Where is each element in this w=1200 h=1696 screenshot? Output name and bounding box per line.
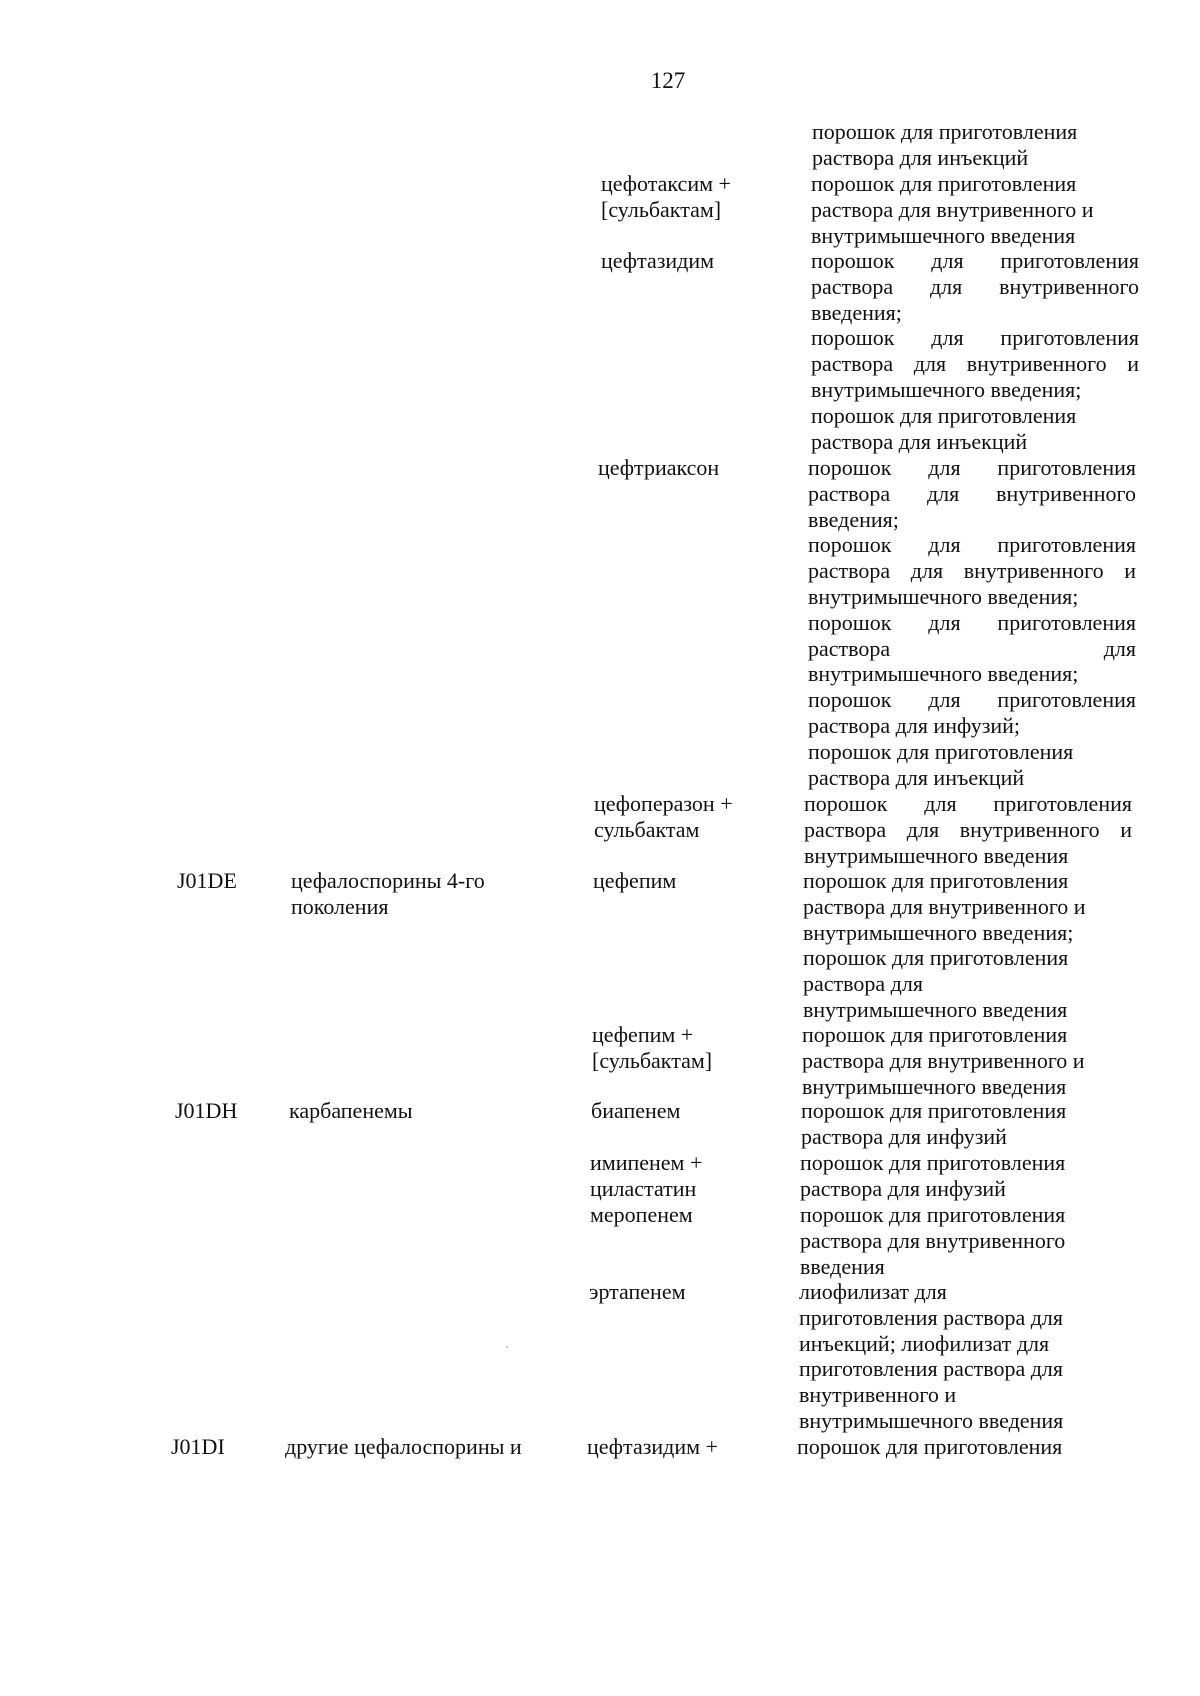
- dosage-form-line: раствора для: [803, 971, 923, 997]
- dosage-form-line: порошок для приготовления: [808, 532, 1136, 558]
- atc-code: J01DE: [177, 868, 237, 893]
- dosage-form-line: раствора для внутривенного и: [804, 816, 1132, 842]
- dosage-form-line: порошок для приготовления: [803, 868, 1069, 893]
- drug-name-line: цефепим: [593, 868, 677, 893]
- dosage-form-line: раствора для внутривенного и: [808, 558, 1136, 584]
- dosage-form-line: введения;: [811, 299, 902, 325]
- drug-name-line: цефотаксим +: [601, 171, 731, 196]
- drug-name-line: эртапенем: [589, 1279, 686, 1304]
- drug-name-line: цефепим +: [592, 1022, 694, 1047]
- drug-name-line: биапенем: [591, 1098, 681, 1123]
- dosage-form-line: раствора для инфузий: [800, 1175, 1006, 1201]
- dosage-form-line: раствора для внутривенного и: [811, 351, 1139, 377]
- group-name-line: цефалоспорины 4-го: [291, 868, 485, 893]
- group-name-line: карбапенемы: [289, 1098, 413, 1123]
- dosage-form-line: внутримышечного введения: [799, 1408, 1064, 1433]
- dosage-form-line: раствора для внутривенного и: [803, 893, 1086, 919]
- atc-code: J01DI: [171, 1434, 225, 1459]
- dosage-form-line: раствора для внутривенного и: [802, 1047, 1085, 1073]
- dosage-form-line: порошок для приготовления: [797, 1434, 1063, 1459]
- dosage-form-line: раствора для внутривенного: [800, 1227, 1066, 1253]
- dosage-form-line: внутривенного и: [799, 1382, 957, 1408]
- dosage-form-line: внутримышечного введения;: [803, 919, 1074, 945]
- dosage-form-line: порошок для приготовления: [808, 609, 1136, 635]
- dosage-form-line: приготовления раствора для: [799, 1304, 1063, 1330]
- page-number: 127: [650, 68, 686, 93]
- dosage-form-line: внутримышечного введения: [803, 997, 1068, 1022]
- dosage-form-line: внутримышечного введения;: [811, 377, 1082, 402]
- dosage-form-line: раствора для инъекций: [811, 428, 1028, 454]
- dosage-form-line: раствора для инфузий;: [808, 713, 1021, 738]
- dosage-form-line: раствора для внутривенного и: [811, 196, 1094, 222]
- dosage-form-line: раствора для инъекций: [808, 764, 1025, 790]
- dosage-form-line: порошок для приготовления: [811, 402, 1077, 428]
- drug-name-line: [сульбактам]: [601, 196, 722, 222]
- dosage-form-line: порошок для приготовления: [800, 1150, 1066, 1175]
- dosage-form-line: раствора для: [808, 635, 1136, 661]
- dosage-form-line: внутримышечного введения;: [808, 584, 1079, 609]
- dosage-form-line: раствора для инъекций: [812, 144, 1029, 170]
- drug-name-line: меропенем: [590, 1202, 693, 1227]
- drug-name-line: [сульбактам]: [592, 1047, 713, 1073]
- drug-name-line: сульбактам: [594, 816, 700, 842]
- drug-name-line: цефтазидим +: [587, 1434, 718, 1459]
- group-name-line: другие цефалоспорины и: [285, 1434, 522, 1459]
- dosage-form-line: раствора для внутривенного: [808, 480, 1136, 506]
- scan-speck: [506, 1346, 508, 1348]
- drug-name-line: цефоперазон +: [594, 791, 733, 816]
- group-name-line: поколения: [291, 893, 389, 919]
- dosage-form-line: внутримышечного введения: [804, 842, 1069, 868]
- dosage-form-line: внутримышечного введения: [802, 1073, 1067, 1099]
- drug-name-line: имипенем +: [590, 1150, 703, 1175]
- dosage-form-line: порошок для приготовления: [802, 1022, 1068, 1047]
- dosage-form-line: внутримышечного введения;: [808, 661, 1079, 687]
- drug-name-line: цефтазидим: [601, 248, 715, 273]
- dosage-form-line: порошок для приготовления: [803, 945, 1069, 971]
- atc-code: J01DH: [175, 1098, 238, 1123]
- dosage-form-line: приготовления раствора для: [799, 1356, 1063, 1382]
- drug-name-line: цефтриаксон: [598, 455, 720, 480]
- dosage-form-line: введения: [800, 1253, 885, 1279]
- dosage-form-line: порошок для приготовления: [812, 119, 1078, 144]
- dosage-form-line: введения;: [808, 506, 899, 532]
- dosage-form-line: раствора для внутривенного: [811, 273, 1139, 299]
- dosage-form-line: порошок для приготовления: [811, 171, 1077, 196]
- dosage-form-line: порошок для приготовления: [808, 687, 1136, 713]
- dosage-form-line: порошок для приготовления: [801, 1098, 1067, 1123]
- dosage-form-line: порошок для приготовления: [804, 791, 1132, 816]
- drug-name-line: циластатин: [590, 1175, 697, 1201]
- dosage-form-line: порошок для приготовления: [808, 738, 1074, 764]
- dosage-form-line: порошок для приготовления: [808, 455, 1136, 480]
- dosage-form-line: порошок для приготовления: [811, 325, 1139, 351]
- dosage-form-line: лиофилизат для: [799, 1279, 947, 1304]
- dosage-form-line: раствора для инфузий: [801, 1123, 1007, 1149]
- dosage-form-line: инъекций; лиофилизат для: [799, 1330, 1050, 1356]
- dosage-form-line: порошок для приготовления: [800, 1202, 1066, 1227]
- dosage-form-line: внутримышечного введения: [811, 222, 1076, 248]
- dosage-form-line: порошок для приготовления: [811, 248, 1139, 273]
